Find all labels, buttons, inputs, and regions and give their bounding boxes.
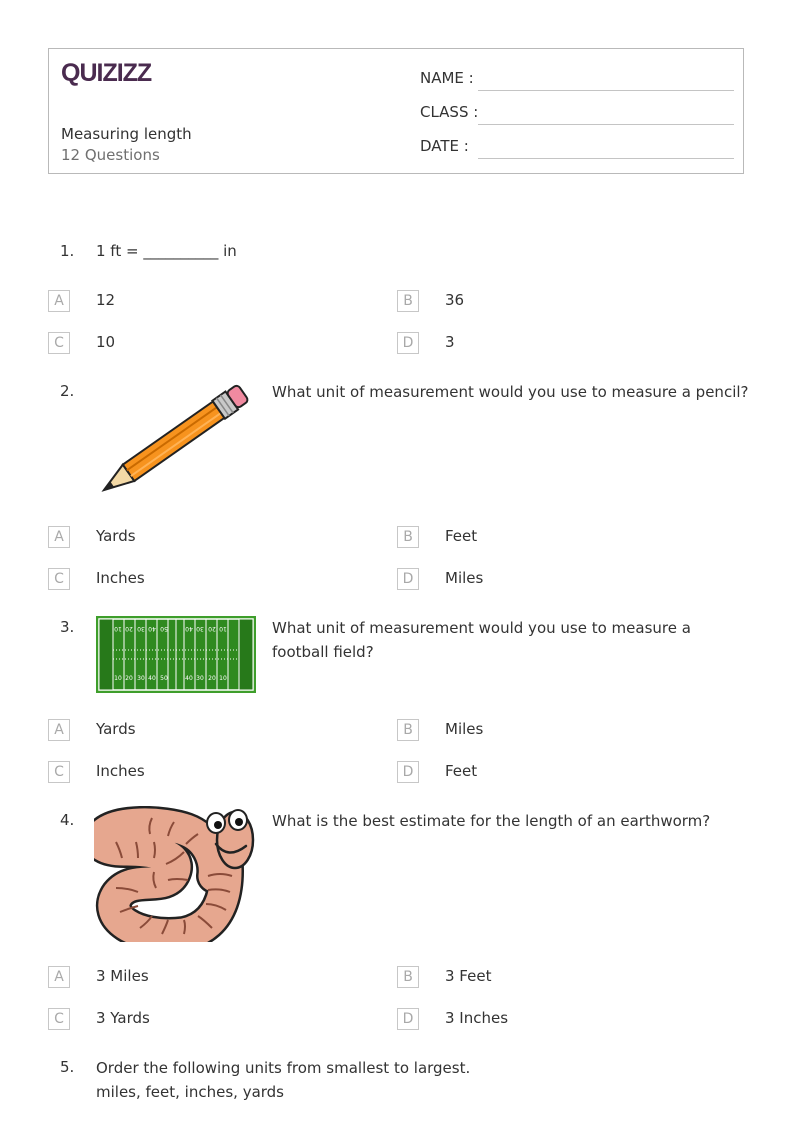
option-letter[interactable]: C bbox=[48, 332, 70, 354]
option-text: Miles bbox=[445, 720, 484, 738]
yard-label-flipped: 10 bbox=[114, 625, 122, 632]
yard-label: 20 bbox=[125, 675, 133, 682]
question-text: 1 ft = __________ in bbox=[96, 242, 237, 260]
question-text-line2: miles, feet, inches, yards bbox=[96, 1083, 284, 1101]
earthworm-image bbox=[94, 806, 258, 946]
yard-label-flipped: 50 bbox=[160, 625, 168, 632]
option-letter[interactable]: D bbox=[397, 761, 419, 783]
yard-label: 20 bbox=[208, 675, 216, 682]
option-text: 3 Yards bbox=[96, 1009, 150, 1027]
option-text: Feet bbox=[445, 762, 478, 780]
yard-label: 50 bbox=[160, 675, 168, 682]
question-count: 12 Questions bbox=[61, 146, 160, 164]
yard-label-flipped: 40 bbox=[148, 625, 156, 632]
pencil-image bbox=[98, 384, 256, 500]
question-text: What is the best estimate for the length of an earthworm? bbox=[272, 812, 711, 830]
class-field[interactable] bbox=[420, 101, 734, 125]
name-line[interactable] bbox=[478, 90, 734, 91]
yard-label: 30 bbox=[196, 675, 204, 682]
yard-label-flipped: 20 bbox=[208, 625, 216, 632]
question-text: What unit of measurement would you use to measure a pencil? bbox=[272, 383, 749, 401]
option-letter[interactable]: C bbox=[48, 761, 70, 783]
question-text: What unit of measurement would you use to measure a football field? bbox=[272, 619, 691, 661]
football-field-image bbox=[96, 616, 256, 697]
option-text: 3 Inches bbox=[445, 1009, 509, 1027]
option-text: 36 bbox=[445, 291, 465, 309]
yard-label-flipped: 20 bbox=[125, 625, 133, 632]
yard-label-flipped: 30 bbox=[196, 625, 204, 632]
option-letter[interactable]: B bbox=[397, 526, 419, 548]
option-text: 3 Miles bbox=[96, 967, 149, 985]
option-letter[interactable]: D bbox=[397, 332, 419, 354]
yard-label: 30 bbox=[137, 675, 145, 682]
option-text: Yards bbox=[96, 720, 136, 738]
yard-label: 40 bbox=[185, 675, 193, 682]
question-number: 3. bbox=[60, 618, 75, 636]
name-field[interactable] bbox=[420, 67, 734, 91]
option-letter[interactable]: B bbox=[397, 966, 419, 988]
question-text: Order the following units from smallest to largest. bbox=[96, 1059, 471, 1077]
svg-text:QUIZIZZ: QUIZIZZ bbox=[61, 59, 152, 87]
option-text: 3 Feet bbox=[445, 967, 492, 985]
option-letter[interactable]: A bbox=[48, 966, 70, 988]
option-letter[interactable]: A bbox=[48, 719, 70, 741]
yard-label: 40 bbox=[148, 675, 156, 682]
class-line[interactable] bbox=[478, 124, 734, 125]
option-text: Inches bbox=[96, 569, 145, 587]
option-text: 3 bbox=[445, 333, 455, 351]
yard-label-flipped: 10 bbox=[219, 625, 227, 632]
question-number: 2. bbox=[60, 382, 75, 400]
option-text: Feet bbox=[445, 527, 478, 545]
option-text: 12 bbox=[96, 291, 116, 309]
option-letter[interactable]: C bbox=[48, 1008, 70, 1030]
yard-label-flipped: 30 bbox=[137, 625, 145, 632]
yard-label-flipped: 40 bbox=[185, 625, 193, 632]
class-label: CLASS : bbox=[420, 103, 479, 121]
date-line[interactable] bbox=[478, 158, 734, 159]
question-number: 4. bbox=[60, 811, 75, 829]
yard-label: 10 bbox=[219, 675, 227, 682]
option-text: Yards bbox=[96, 527, 136, 545]
question-number: 1. bbox=[60, 242, 75, 260]
date-label: DATE : bbox=[420, 137, 469, 155]
option-letter[interactable]: D bbox=[397, 568, 419, 590]
option-letter[interactable]: D bbox=[397, 1008, 419, 1030]
option-letter[interactable]: C bbox=[48, 568, 70, 590]
worksheet-header bbox=[48, 48, 744, 174]
option-letter[interactable]: A bbox=[48, 526, 70, 548]
option-text: Miles bbox=[445, 569, 484, 587]
date-field[interactable] bbox=[420, 135, 734, 159]
worksheet-title: Measuring length bbox=[61, 125, 192, 143]
quizizz-logo bbox=[61, 57, 153, 91]
option-text: 10 bbox=[96, 333, 116, 351]
yard-label: 10 bbox=[114, 675, 122, 682]
option-letter[interactable]: B bbox=[397, 719, 419, 741]
option-letter[interactable]: B bbox=[397, 290, 419, 312]
option-text: Inches bbox=[96, 762, 145, 780]
name-label: NAME : bbox=[420, 69, 474, 87]
option-letter[interactable]: A bbox=[48, 290, 70, 312]
question-number: 5. bbox=[60, 1058, 75, 1076]
